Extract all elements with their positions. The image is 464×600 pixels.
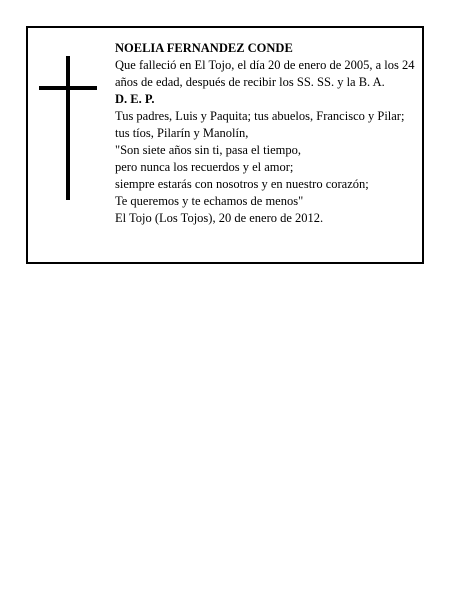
obituary-notice <box>26 26 424 264</box>
rest-in-peace: D. E. P. <box>115 92 155 106</box>
verse-line-3: siempre estarás con nosotros y en nuestro corazón; <box>115 177 369 191</box>
place-and-date: El Tojo (Los Tojos), 20 de enero de 2012. <box>115 211 324 225</box>
verse-line-4: Te queremos y te echamos de menos" <box>115 194 304 208</box>
cross-horizontal-bar <box>39 86 97 90</box>
verse-line-2: pero nunca los recuerdos y el amor; <box>115 160 294 174</box>
death-statement: Que falleció en El Tojo, el día 20 de enero de 2005, a los 24 años de edad, después de recibir los SS. SS. y la B. A. <box>115 58 415 89</box>
family-list: Tus padres, Luis y Paquita; tus abuelos, Francisco y Pilar; tus tíos, Pilarín y Manolín, <box>115 109 405 140</box>
verse-line-1: "Son siete años sin ti, pasa el tiempo, <box>115 143 301 157</box>
cross-vertical-bar <box>66 56 70 200</box>
cross-icon <box>39 56 97 200</box>
notice-text <box>115 40 415 227</box>
deceased-name: NOELIA FERNANDEZ CONDE <box>115 41 293 55</box>
